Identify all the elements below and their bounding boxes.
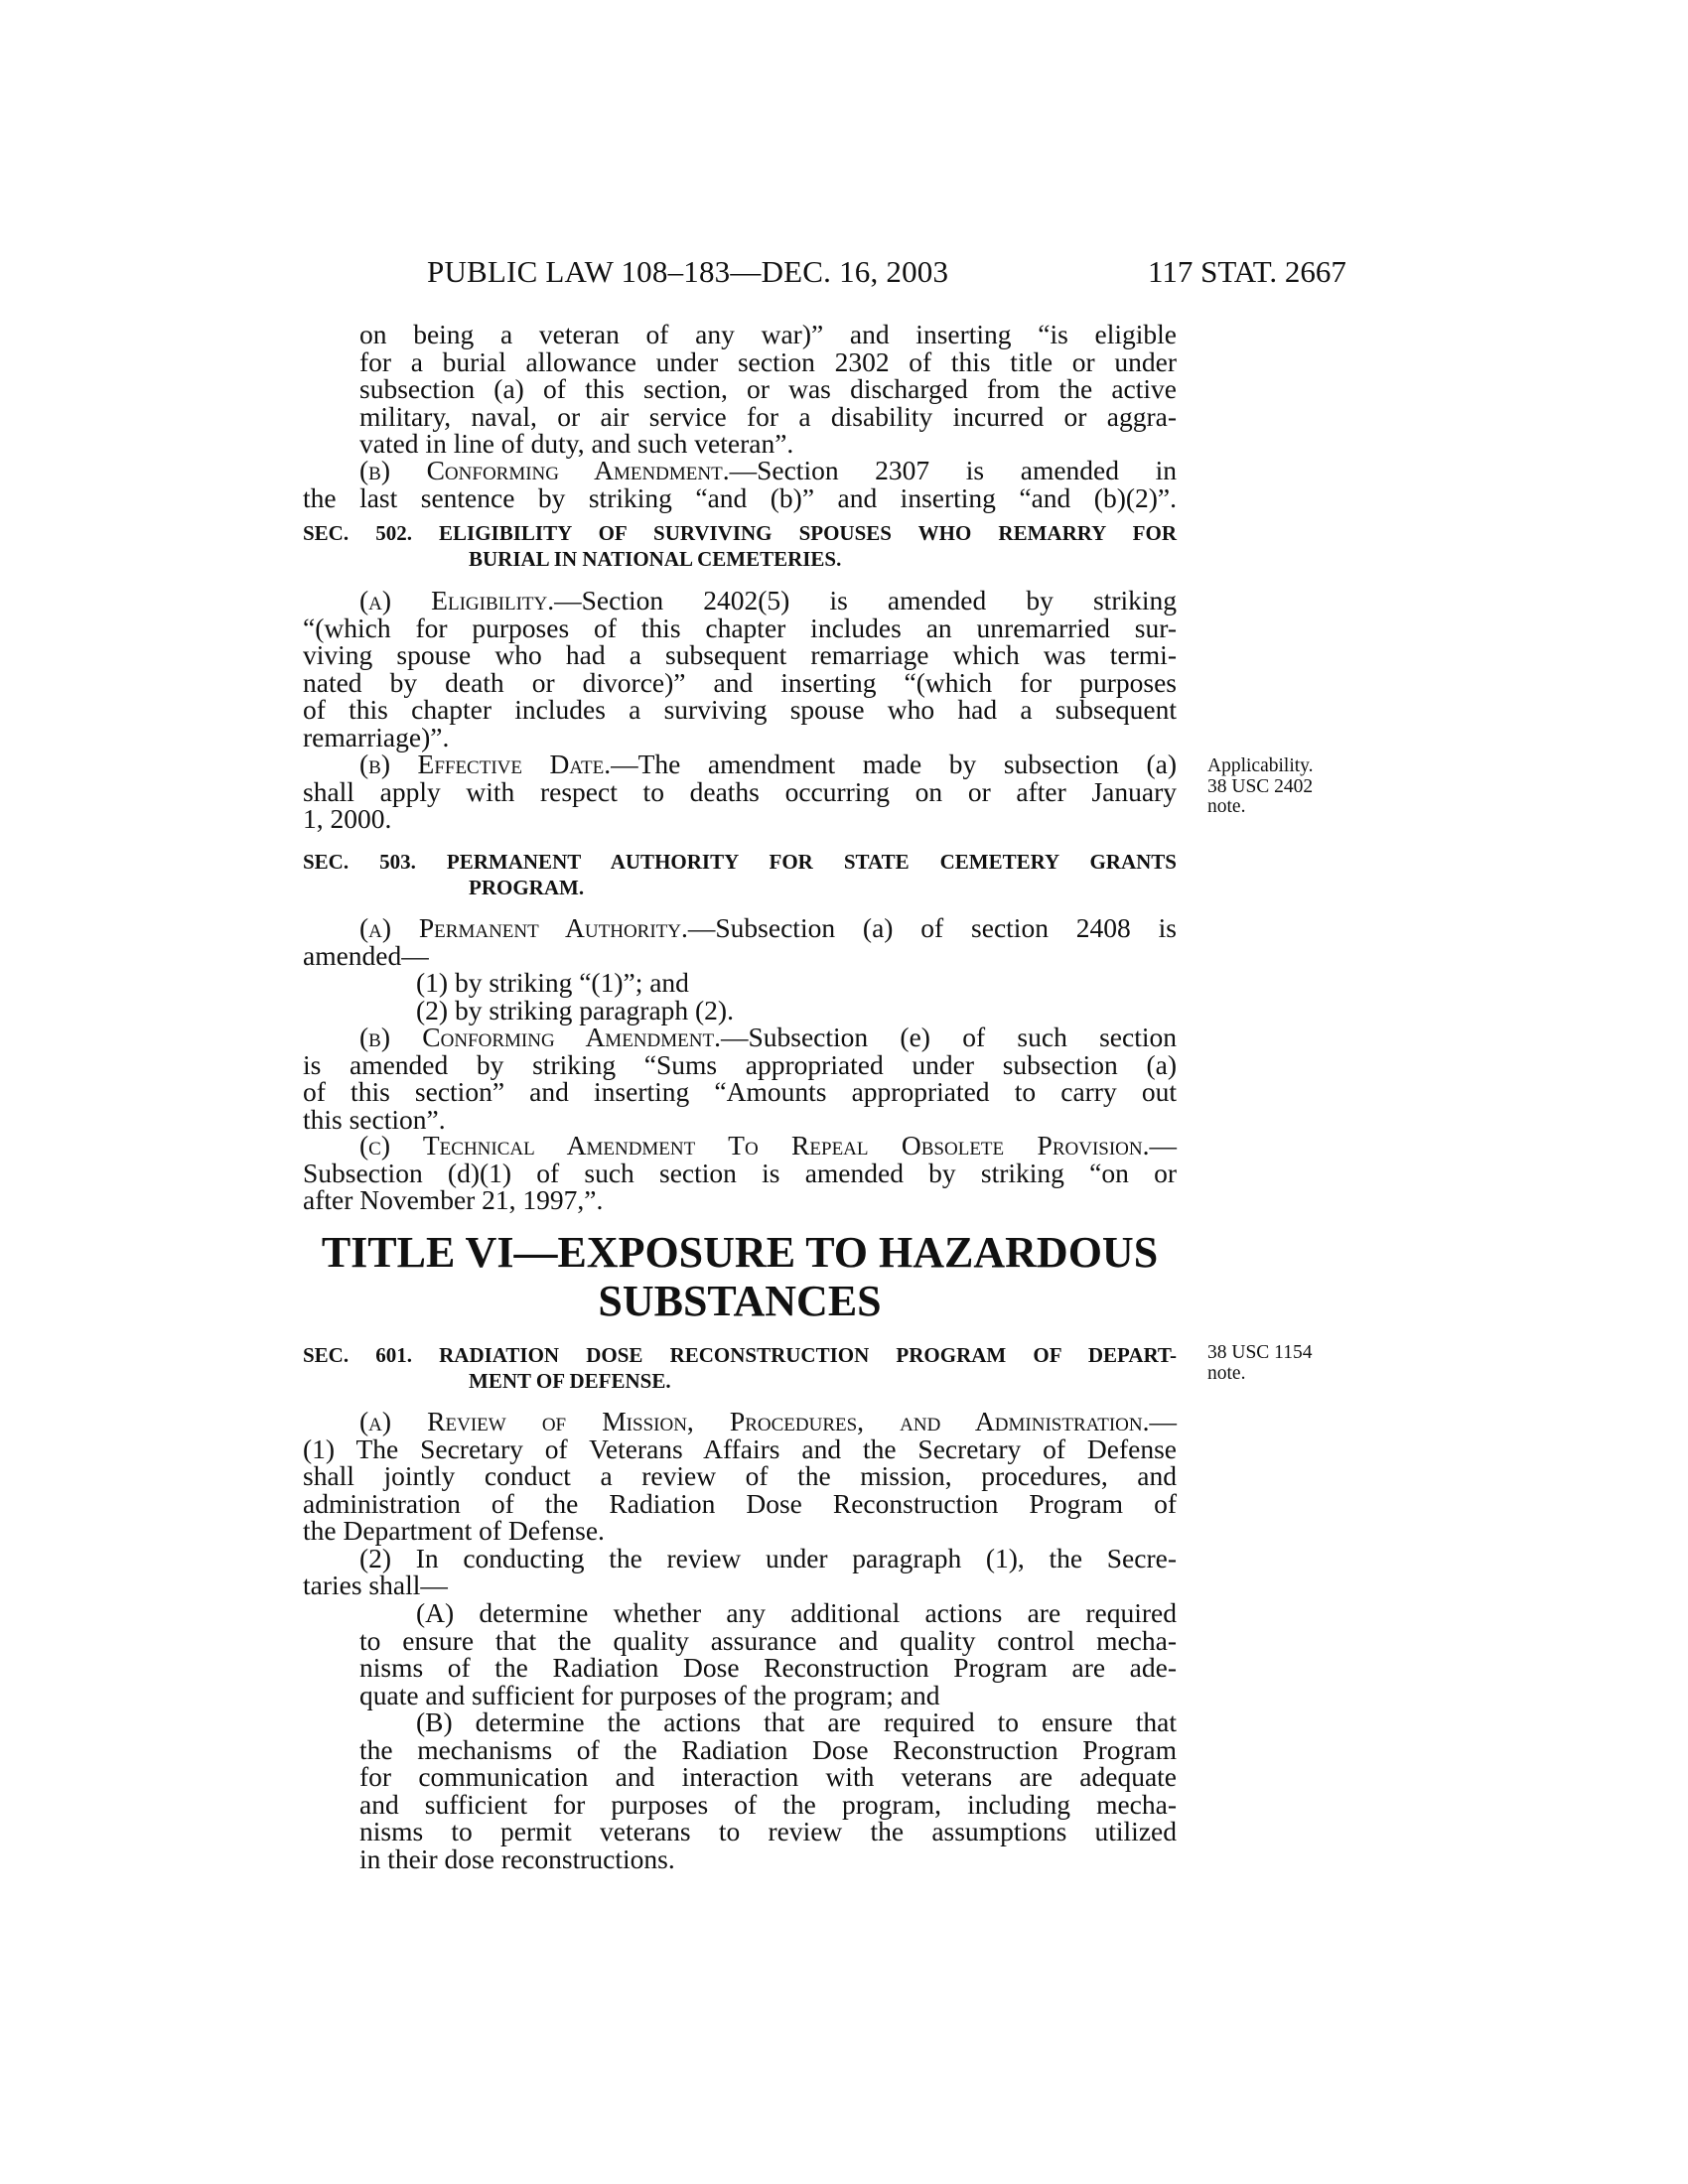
- text-line: 1, 2000.: [303, 803, 392, 834]
- note-line: note.: [1207, 1362, 1246, 1384]
- sec502-subsection-b: [303, 751, 1177, 833]
- text-line: is amended by striking “Sums appropriated under subsection (a): [303, 1048, 1177, 1080]
- section-heading-601: [303, 1342, 1177, 1394]
- sec503-subsection-a: [303, 914, 1177, 1024]
- text-line: —The amendment made by subsection (a): [611, 749, 1177, 779]
- text-line: —Section 2402(5) is amended by striking: [554, 585, 1178, 615]
- title-line: TITLE VI—EXPOSURE TO HAZARDOUS: [321, 1228, 1159, 1277]
- page-number: 117 STAT. 2667: [1148, 254, 1346, 289]
- text-line: to ensure that the quality assurance and quality control mecha-: [359, 1624, 1177, 1656]
- text-line: subsection (a) of this section, or was discharged from the active: [359, 373, 1177, 404]
- list-item: (1) by striking “(1)”; and: [416, 967, 689, 998]
- conforming-amendment-paragraph: [303, 457, 1177, 511]
- text-line: nisms to permit veterans to review the assumptions utilized: [359, 1816, 1177, 1846]
- heading-line: BURIAL IN NATIONAL CEMETERIES.: [469, 547, 842, 571]
- text-line: amended—: [303, 939, 429, 971]
- subsection-label: (a) Permanent Authority.: [359, 912, 688, 943]
- title-line: SUBSTANCES: [598, 1277, 882, 1325]
- text-line: remarriage)”.: [303, 721, 450, 752]
- text-line: vated in line of duty, and such veteran”.: [359, 428, 794, 459]
- text-line: —Subsection (e) of such section: [720, 1022, 1177, 1052]
- text-line: (1) The Secretary of Veterans Affairs and the Secretary of Defense: [303, 1433, 1177, 1464]
- note-line: Applicability.: [1207, 755, 1314, 776]
- list-item: (2) by striking paragraph (2).: [416, 994, 734, 1025]
- subsection-label: (b) Conforming Amendment.: [359, 1022, 721, 1052]
- heading-line: PROGRAM.: [469, 876, 585, 899]
- text-line: taries shall—: [303, 1570, 448, 1600]
- text-line: for communication and interaction with veterans are adequate: [359, 1761, 1177, 1792]
- text-line: (A) determine whether any additional actions are required: [416, 1597, 1177, 1628]
- text-line: for a burial allowance under section 2302 of this title or under: [359, 345, 1177, 377]
- text-line: this section”.: [303, 1103, 446, 1135]
- text-line: military, naval, or air service for a disability incurred or aggra-: [359, 400, 1177, 432]
- text-line: —: [1149, 1130, 1177, 1160]
- text-line: nated by death or divorce)” and inserting “(which for purposes: [303, 666, 1177, 698]
- note-line: note.: [1207, 796, 1246, 817]
- text-line: of this section” and inserting “Amounts appropriated to carry out: [303, 1076, 1177, 1107]
- subsection-label: (b) Conforming Amendment.: [359, 455, 730, 485]
- text-line: on being a veteran of any war)” and inserting “is eligible: [359, 319, 1177, 349]
- heading-line: SEC. 601. RADIATION DOSE RECONSTRUCTION PROGRAM OF DEPART-: [303, 1343, 1177, 1367]
- text-line: —Section 2307 is amended in: [729, 455, 1177, 485]
- text-line: (B) determine the actions that are required to ensure that: [416, 1706, 1177, 1737]
- subsection-label: (a) Review of Mission, Procedures, and Administration.: [359, 1406, 1150, 1436]
- title-heading: [303, 1228, 1177, 1325]
- text-line: Subsection (d)(1) of such section is amended by striking “on or: [303, 1157, 1177, 1188]
- text-line: quate and sufficient for purposes of the program; and: [359, 1679, 940, 1710]
- running-header-title: PUBLIC LAW 108–183—DEC. 16, 2003: [427, 254, 949, 289]
- section-heading-502: [303, 520, 1177, 572]
- text-line: shall jointly conduct a review of the mission, procedures, and: [303, 1460, 1177, 1491]
- text-line: —: [1149, 1406, 1177, 1436]
- text-line: administration of the Radiation Dose Reconstruction Program of: [303, 1487, 1177, 1519]
- text-line: shall apply with respect to deaths occurring on or after January: [303, 775, 1177, 807]
- text-line: nisms of the Radiation Dose Reconstruction Program are ade-: [359, 1652, 1177, 1683]
- text-line: viving spouse who had a subsequent remarriage which was termi-: [303, 639, 1177, 670]
- text-line: (2) In conducting the review under paragraph (1), the Secre-: [359, 1542, 1177, 1573]
- section-heading-503: [303, 849, 1177, 900]
- text-line: —Subsection (a) of section 2408 is: [687, 912, 1177, 943]
- heading-line: SEC. 502. ELIGIBILITY OF SURVIVING SPOUSES WHO REMARRY FOR: [303, 521, 1177, 545]
- sec601-paragraph-A: [359, 1599, 1177, 1708]
- note-line: 38 USC 1154: [1207, 1342, 1313, 1363]
- sec601-subsection-a: [303, 1408, 1177, 1599]
- text-line: after November 21, 1997,”.: [303, 1184, 604, 1215]
- note-line: 38 USC 2402: [1207, 775, 1314, 797]
- heading-line: MENT OF DEFENSE.: [469, 1369, 671, 1393]
- text-line: the mechanisms of the Radiation Dose Reconstruction Program: [359, 1733, 1177, 1765]
- subsection-label: (a) Eligibility.: [359, 585, 555, 615]
- text-line: in their dose reconstructions.: [359, 1843, 675, 1874]
- text-line: the Department of Defense.: [303, 1515, 605, 1546]
- subsection-label: (c) Technical Amendment To Repeal Obsolete Provision.: [359, 1130, 1150, 1160]
- subsection-label: (b) Effective Date.: [359, 749, 612, 779]
- sec503-subsection-c: [303, 1132, 1177, 1214]
- margin-note-usc-1154: [1207, 1343, 1312, 1384]
- text-line: “(which for purposes of this chapter includes an unremarried sur-: [303, 612, 1177, 643]
- margin-note-applicability: [1207, 756, 1314, 818]
- text-line: and sufficient for purposes of the program, including mecha-: [359, 1788, 1177, 1820]
- heading-line: SEC. 503. PERMANENT AUTHORITY FOR STATE CEMETERY GRANTS: [303, 850, 1177, 874]
- text-line: of this chapter includes a surviving spouse who had a subsequent: [303, 694, 1177, 725]
- sec503-subsection-b: [303, 1024, 1177, 1133]
- text-line: the last sentence by striking “and (b)” and inserting “and (b)(2)”.: [303, 481, 1177, 513]
- continuation-text: [359, 321, 1177, 458]
- sec502-subsection-a: [303, 587, 1177, 751]
- sec601-paragraph-B: [359, 1708, 1177, 1872]
